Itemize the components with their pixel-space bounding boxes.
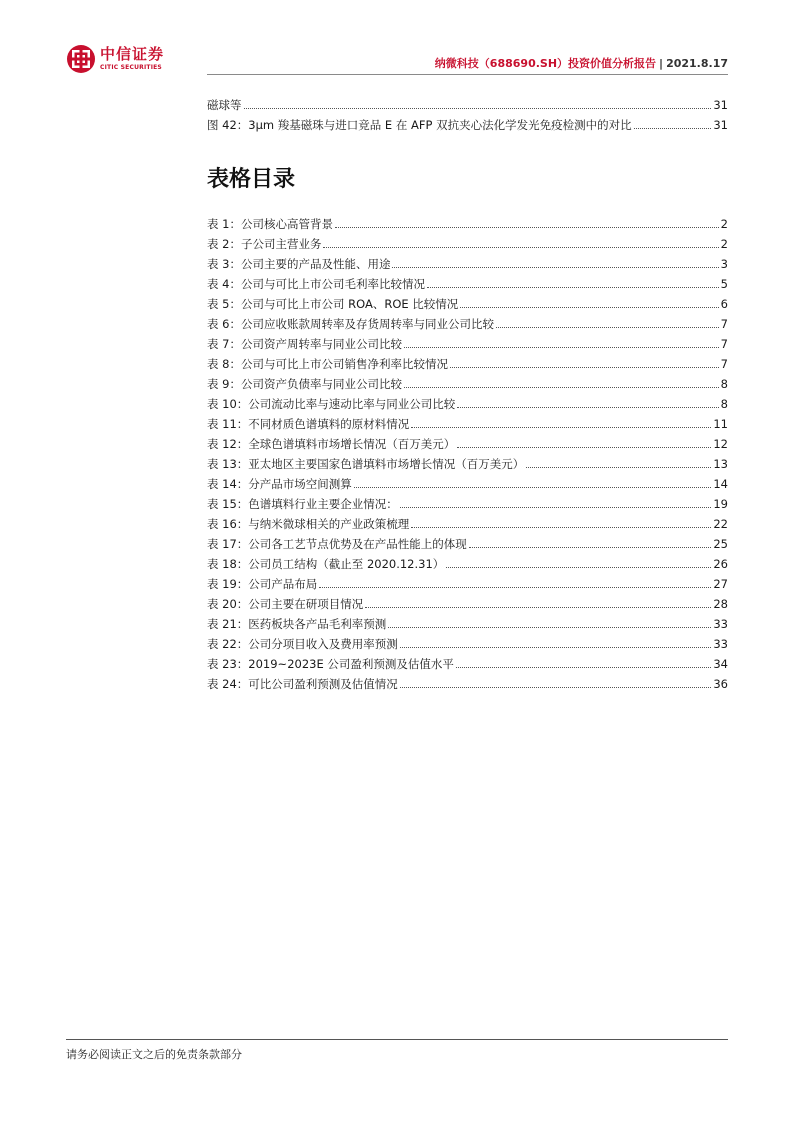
toc-item-label: 表 6：公司应收账款周转率及存货周转率与同业公司比较 <box>207 317 494 331</box>
toc-item-page: 7 <box>720 357 728 371</box>
toc-item-label: 表 16：与纳米微球相关的产业政策梳理 <box>207 517 410 531</box>
footer-divider <box>66 1039 728 1040</box>
toc-item-label: 表 8：公司与可比上市公司销售净利率比较情况 <box>207 357 448 371</box>
toc-leader-dots <box>400 686 712 688</box>
toc-item-page: 22 <box>713 517 728 531</box>
toc-item-label: 表 1：公司核心高管背景 <box>207 217 333 231</box>
header-separator: | <box>659 57 664 70</box>
toc-item-label: 表 18：公司员工结构（截止至 2020.12.31） <box>207 557 445 571</box>
toc-leader-dots <box>404 386 719 388</box>
toc-item-page: 31 <box>713 118 728 132</box>
toc-item-label: 表 3：公司主要的产品及性能、用途 <box>207 257 391 271</box>
table-toc-item[interactable] <box>207 636 728 652</box>
toc-item-page: 2 <box>720 237 728 251</box>
table-toc-item[interactable] <box>207 676 728 692</box>
toc-leader-dots <box>404 346 719 348</box>
table-toc-item[interactable] <box>207 576 728 592</box>
toc-leader-dots <box>450 366 719 368</box>
toc-item-label: 表 11：不同材质色谱填料的原材料情况 <box>207 417 410 431</box>
toc-item-page: 25 <box>713 537 728 551</box>
toc-leader-dots <box>335 226 719 228</box>
toc-leader-dots <box>319 586 711 588</box>
toc-item-label: 表 10：公司流动比率与速动比率与同业公司比较 <box>207 397 456 411</box>
table-toc-item[interactable] <box>207 656 728 672</box>
toc-item-label: 表 24：可比公司盈利预测及估值情况 <box>207 677 398 691</box>
toc-leader-dots <box>427 286 719 288</box>
toc-leader-dots <box>457 446 711 448</box>
toc-item-label: 磁球等 <box>207 98 242 112</box>
toc-leader-dots <box>469 546 712 548</box>
table-toc-item[interactable] <box>207 216 728 232</box>
table-toc-item[interactable] <box>207 596 728 612</box>
toc-item-page: 31 <box>713 98 728 112</box>
table-toc-item[interactable] <box>207 616 728 632</box>
toc-item-page: 33 <box>713 637 728 651</box>
table-toc-item[interactable] <box>207 476 728 492</box>
toc-item-page: 33 <box>713 617 728 631</box>
logo-english-name: CITIC SECURITIES <box>100 64 162 71</box>
toc-item-label: 表 14：分产品市场空间测算 <box>207 477 352 491</box>
toc-leader-dots <box>392 266 718 268</box>
figure-toc-item[interactable] <box>207 97 728 113</box>
toc-item-page: 8 <box>720 397 728 411</box>
citic-logo <box>66 42 178 76</box>
toc-item-label: 表 22：公司分项目收入及费用率预测 <box>207 637 398 651</box>
toc-item-page: 7 <box>720 337 728 351</box>
toc-item-label: 表 19：公司产品布局 <box>207 577 318 591</box>
table-toc-item[interactable] <box>207 556 728 572</box>
toc-item-label: 表 15：色谱填料行业主要企业情况： <box>207 497 398 511</box>
toc-item-label: 表 2：子公司主营业务 <box>207 237 322 251</box>
report-header <box>435 55 728 71</box>
toc-leader-dots <box>411 526 711 528</box>
citic-logo-icon <box>66 44 96 74</box>
table-toc-item[interactable] <box>207 416 728 432</box>
toc-item-page: 27 <box>713 577 728 591</box>
toc-item-page: 36 <box>713 677 728 691</box>
figure-toc-item[interactable] <box>207 117 728 133</box>
toc-item-page: 19 <box>713 497 728 511</box>
toc-item-label: 表 17：公司各工艺节点优势及在产品性能上的体现 <box>207 537 467 551</box>
toc-item-label: 表 13：亚太地区主要国家色谱填料市场增长情况（百万美元） <box>207 457 525 471</box>
report-title: 纳微科技（688690.SH）投资价值分析报告 <box>434 57 657 70</box>
table-toc-item[interactable] <box>207 536 728 552</box>
toc-leader-dots <box>354 486 712 488</box>
toc-item-page: 2 <box>720 217 728 231</box>
toc-item-page: 11 <box>713 417 728 431</box>
toc-leader-dots <box>400 506 712 508</box>
toc-leader-dots <box>411 426 711 428</box>
toc-leader-dots <box>457 406 718 408</box>
report-date: 2021.8.17 <box>666 57 728 70</box>
table-toc-item[interactable] <box>207 276 728 292</box>
header-divider <box>207 74 728 75</box>
toc-item-page: 14 <box>713 477 728 491</box>
toc-item-label: 表 7：公司资产周转率与同业公司比较 <box>207 337 402 351</box>
toc-item-page: 28 <box>713 597 728 611</box>
toc-leader-dots <box>456 666 711 668</box>
toc-item-label: 表 12：全球色谱填料市场增长情况（百万美元） <box>207 437 456 451</box>
toc-item-page: 7 <box>720 317 728 331</box>
logo-chinese-name: 中信证券 <box>100 45 165 63</box>
toc-item-page: 6 <box>720 297 728 311</box>
toc-leader-dots <box>244 107 712 109</box>
toc-item-page: 34 <box>713 657 728 671</box>
table-toc-item[interactable] <box>207 356 728 372</box>
toc-item-label: 表 9：公司资产负债率与同业公司比较 <box>207 377 402 391</box>
table-toc-item[interactable] <box>207 396 728 412</box>
toc-item-label: 表 21：医药板块各产品毛利率预测 <box>207 617 387 631</box>
toc-leader-dots <box>446 566 711 568</box>
table-toc-item[interactable] <box>207 336 728 352</box>
toc-item-label: 表 20：公司主要在研项目情况 <box>207 597 364 611</box>
toc-leader-dots <box>323 246 718 248</box>
table-toc-item[interactable] <box>207 376 728 392</box>
toc-item-page: 3 <box>720 257 728 271</box>
table-toc-item[interactable] <box>207 516 728 532</box>
table-toc-item[interactable] <box>207 456 728 472</box>
toc-leader-dots <box>460 306 718 308</box>
table-toc-item[interactable] <box>207 236 728 252</box>
toc-item-page: 13 <box>713 457 728 471</box>
toc-item-label: 图 42：3μm 羧基磁珠与进口竞品 E 在 AFP 双抗夹心法化学发光免疫检测中的对比 <box>207 118 632 132</box>
table-toc-item[interactable] <box>207 496 728 512</box>
toc-item-label: 表 4：公司与可比上市公司毛利率比较情况 <box>207 277 425 291</box>
toc-item-label: 表 23：2019~2023E 公司盈利预测及估值水平 <box>207 657 454 671</box>
table-toc-heading: 表格目录 <box>207 167 296 192</box>
toc-leader-dots <box>496 326 719 328</box>
toc-leader-dots <box>388 626 711 628</box>
toc-leader-dots <box>400 646 712 648</box>
footer-disclaimer: 请务必阅读正文之后的免责条款部分 <box>66 1048 242 1061</box>
table-toc-item[interactable] <box>207 256 728 272</box>
toc-leader-dots <box>526 466 711 468</box>
toc-item-label: 表 5：公司与可比上市公司 ROA、ROE 比较情况 <box>207 297 459 311</box>
toc-leader-dots <box>634 127 712 129</box>
toc-item-page: 26 <box>713 557 728 571</box>
toc-leader-dots <box>365 606 711 608</box>
toc-item-page: 12 <box>713 437 728 451</box>
table-toc-item[interactable] <box>207 296 728 312</box>
toc-item-page: 8 <box>720 377 728 391</box>
table-toc-item[interactable] <box>207 436 728 452</box>
table-toc-item[interactable] <box>207 316 728 332</box>
toc-item-page: 5 <box>720 277 728 291</box>
